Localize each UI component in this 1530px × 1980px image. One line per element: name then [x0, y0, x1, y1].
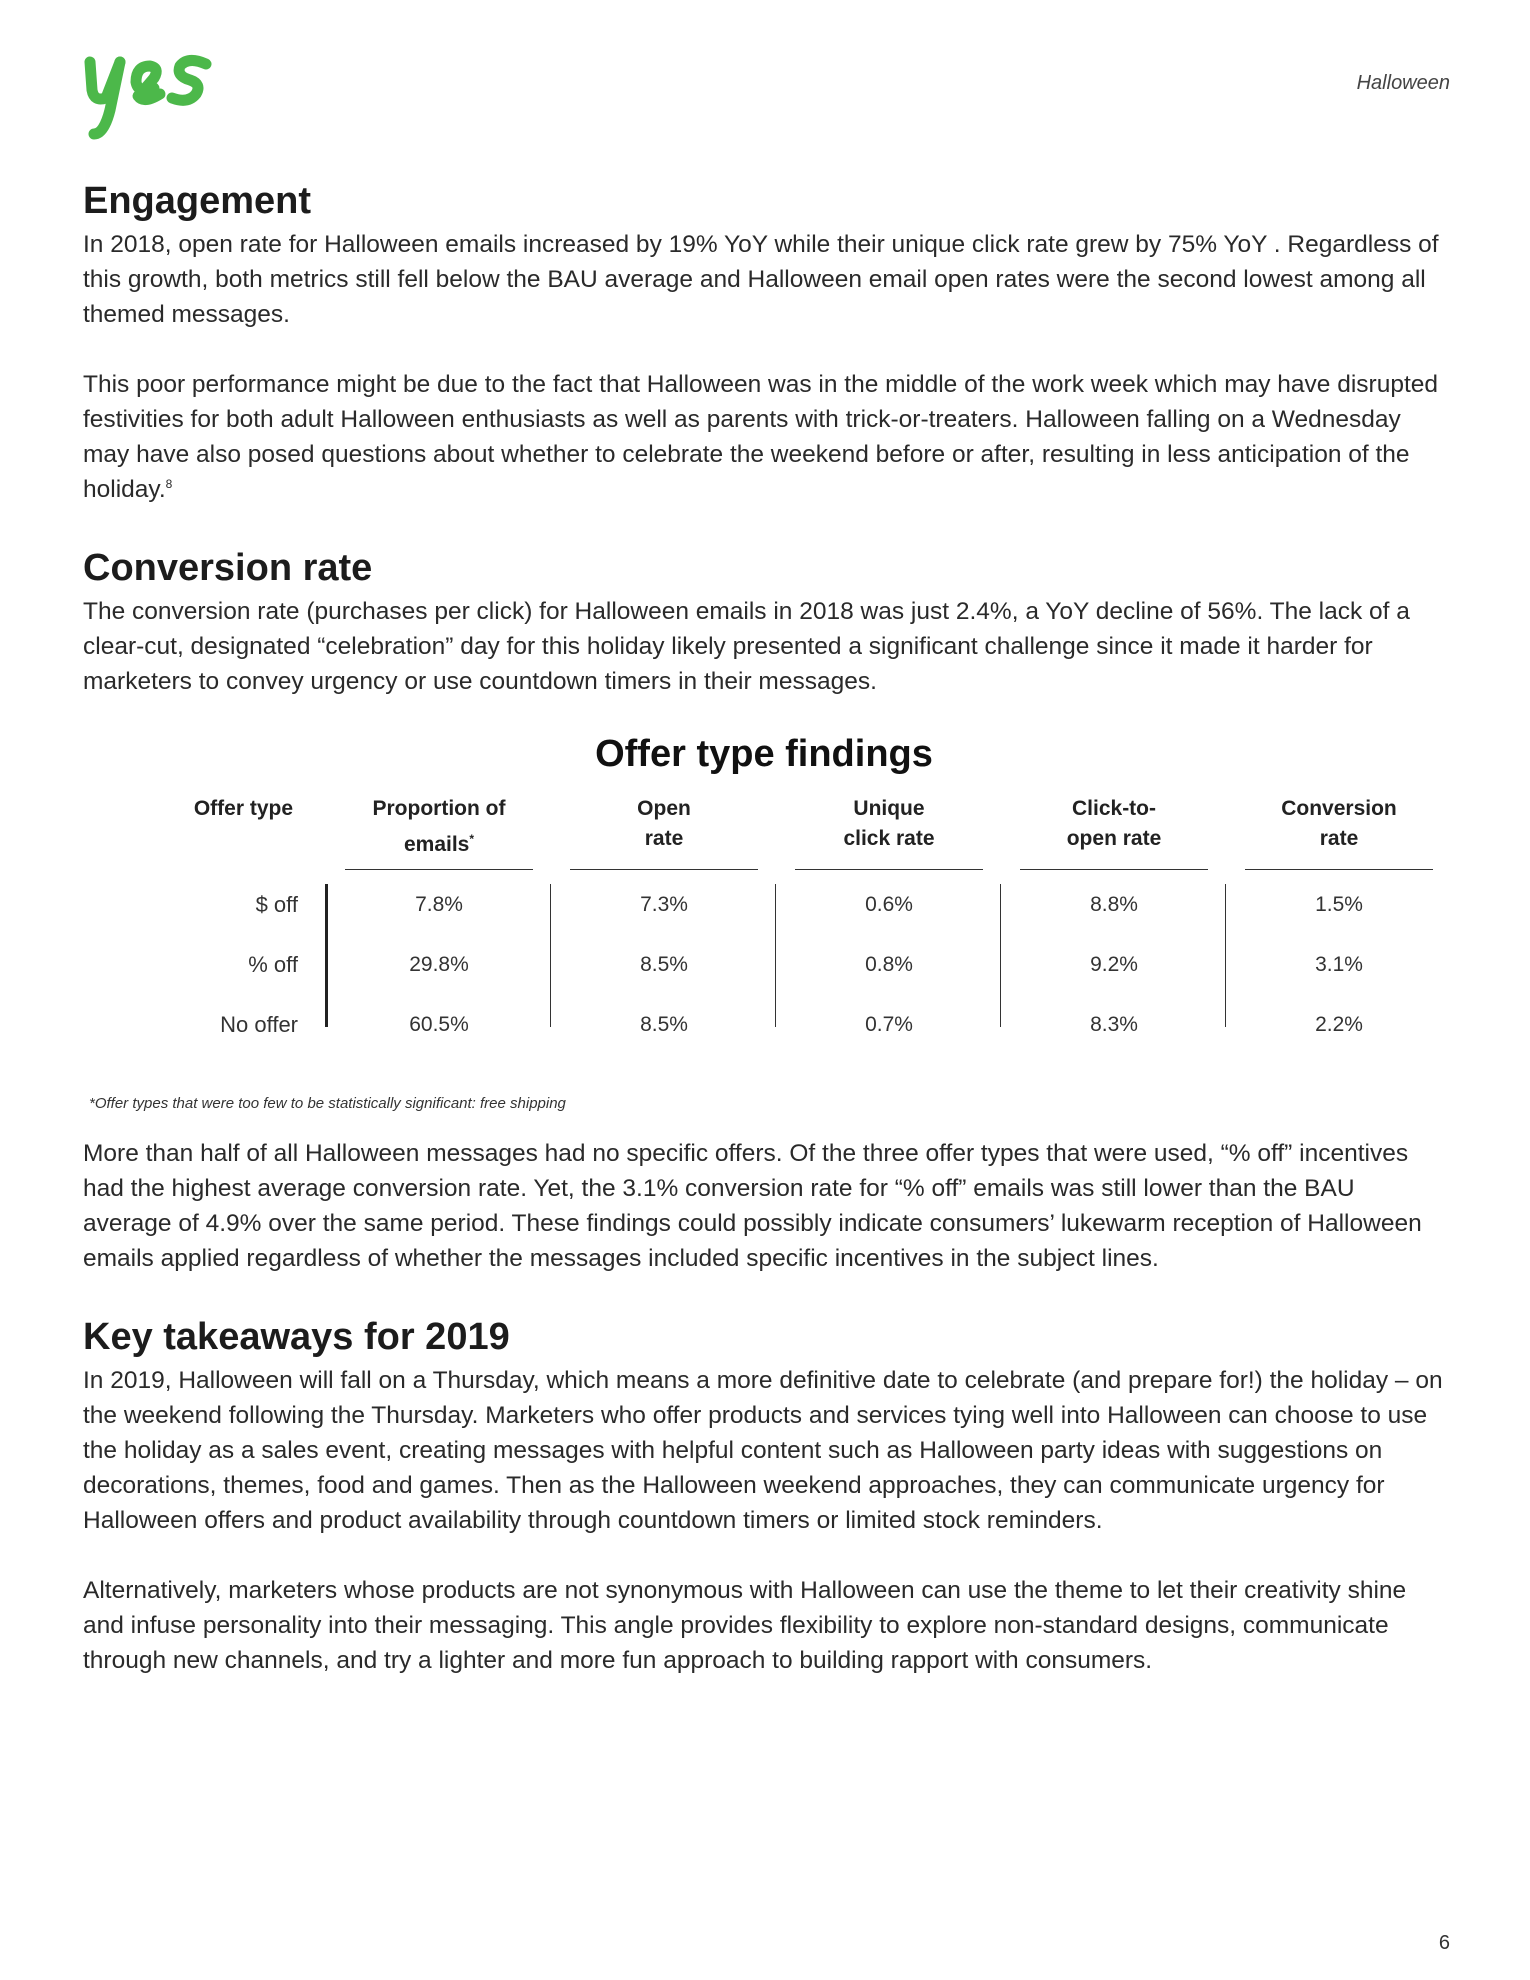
header-open-line2: rate: [644, 827, 684, 850]
header-conv-line1: Conversion: [1281, 797, 1397, 820]
page-number: 6: [1438, 1932, 1450, 1954]
header-offer-type: Offer type: [193, 797, 293, 820]
header-cto-line1: Click-to-: [1072, 797, 1156, 820]
conversion-paragraph: The conversion rate (purchases per click) for Halloween emails in 2018 was just 2.4%, a YoY decline of 56%. The lack of a clear-cut, designated “celebration” day for this holiday likely presented a significant challenge since it made it harder for marketers to convey urgency or use countdown timers in their messages.: [83, 598, 1410, 695]
yes-logo: [80, 50, 215, 142]
main-content: [83, 175, 1445, 1678]
header-cto-line2: open rate: [1066, 827, 1162, 850]
cell-click-to-open-rate: 8.3%: [1090, 1013, 1138, 1036]
header-underline: [1245, 869, 1433, 870]
row-label-dollar-off: $ off: [255, 892, 298, 917]
cell-conversion-rate: 2.2%: [1315, 1013, 1363, 1036]
header-unique-line2: click rate: [843, 827, 935, 850]
header-underline: [345, 869, 533, 870]
header-conv-line2: rate: [1319, 827, 1359, 850]
offer-type-table: [83, 794, 1445, 1079]
row-label-no-offer: No offer: [220, 1012, 298, 1037]
cell-open-rate: 8.5%: [640, 1013, 688, 1036]
running-header-title: Halloween: [1356, 72, 1450, 94]
cell-click-to-open-rate: 8.8%: [1090, 893, 1138, 916]
column-divider: [1225, 884, 1226, 1027]
cell-proportion: 29.8%: [409, 953, 469, 976]
cell-unique-click-rate: 0.6%: [865, 893, 913, 916]
header-open-line1: Open: [637, 797, 691, 820]
cell-conversion-rate: 1.5%: [1315, 893, 1363, 916]
header-unique-click-rate: [795, 794, 983, 854]
column-divider: [1000, 884, 1001, 1027]
conversion-heading: Conversion rate: [83, 547, 373, 589]
takeaways-heading: Key takeaways for 2019: [83, 1316, 510, 1358]
cell-proportion: 60.5%: [409, 1013, 469, 1036]
takeaways-paragraph-1: In 2019, Halloween will fall on a Thursday, which means a more definitive date to celebrate (and prepare for!) the holiday – on the weekend following the Thursday. Marketers who offer products and services tying well into Halloween can choose to use the holiday as a sales event, creating messages with helpful content such as Halloween party ideas with suggestions on decorations, themes, food and games. Then as the Halloween weekend approaches, they can communicate urgency for Halloween offers and product availability through countdown timers or limited stock reminders.: [83, 1367, 1443, 1534]
cell-proportion: 7.8%: [415, 893, 463, 916]
header-proportion: [345, 794, 533, 860]
cell-conversion-rate: 3.1%: [1315, 953, 1363, 976]
header-open-rate: [570, 794, 758, 854]
cell-unique-click-rate: 0.7%: [865, 1013, 913, 1036]
header-proportion-line2: [345, 824, 533, 860]
header-underline: [795, 869, 983, 870]
header-proportion-asterisk: *: [469, 832, 475, 846]
engagement-paragraph-2: [83, 367, 1445, 507]
table-footnote: *Offer types that were too few to be statistically significant: free shipping: [89, 1095, 566, 1112]
column-divider: [775, 884, 776, 1027]
column-divider: [550, 884, 551, 1027]
cell-click-to-open-rate: 9.2%: [1090, 953, 1138, 976]
takeaways-paragraph-2: Alternatively, marketers whose products are not synonymous with Halloween can use the theme to let their creativity shine and infuse personality into their messaging. This angle provides flexibility to explore non-standard designs, communicate through new channels, and try a lighter and more fun approach to building rapport with consumers.: [83, 1577, 1407, 1674]
row-label-percent-off: % off: [248, 952, 298, 977]
header-unique-line1: Unique: [853, 797, 925, 820]
header-underline: [570, 869, 758, 870]
header-proportion-line1: Proportion of: [372, 797, 506, 820]
offer-analysis-paragraph: More than half of all Halloween messages had no specific offers. Of the three offer types that were used, “% off” incentives had the highest average conversion rate. Yet, the 3.1% conversion rate for “% off” emails was still lower than the BAU average of 4.9% over the same period. These findings could possibly indicate consumers’ lukewarm reception of Halloween emails applied regardless of whether the messages included specific incentives in the subject lines.: [83, 1140, 1422, 1272]
cell-open-rate: 7.3%: [640, 893, 688, 916]
engagement-paragraph-1: In 2018, open rate for Halloween emails increased by 19% YoY while their unique click rate grew by 75% YoY . Regardless of this growth, both metrics still fell below the BAU average and Halloween email open rates were the second lowest among all themed messages.: [83, 231, 1439, 328]
header-underline: [1020, 869, 1208, 870]
engagement-paragraph-2-text: This poor performance might be due to the fact that Halloween was in the middle of the work week which may have disrupted festivities for both adult Halloween enthusiasts as well as parents with trick-or-treaters. Halloween falling on a Wednesday may have also posed questions about whether to celebrate the weekend before or after, resulting in less anticipation of the holiday.: [83, 371, 1439, 503]
header-proportion-line2-text: emails: [403, 833, 470, 856]
cell-unique-click-rate: 0.8%: [865, 953, 913, 976]
column-divider: [325, 884, 328, 1027]
footnote-reference: 8: [165, 476, 173, 491]
header-click-to-open-rate: [1020, 794, 1208, 854]
engagement-heading: Engagement: [83, 180, 312, 222]
header-conversion-rate: [1245, 794, 1433, 854]
cell-open-rate: 8.5%: [640, 953, 688, 976]
offer-table-title: Offer type findings: [595, 733, 933, 775]
